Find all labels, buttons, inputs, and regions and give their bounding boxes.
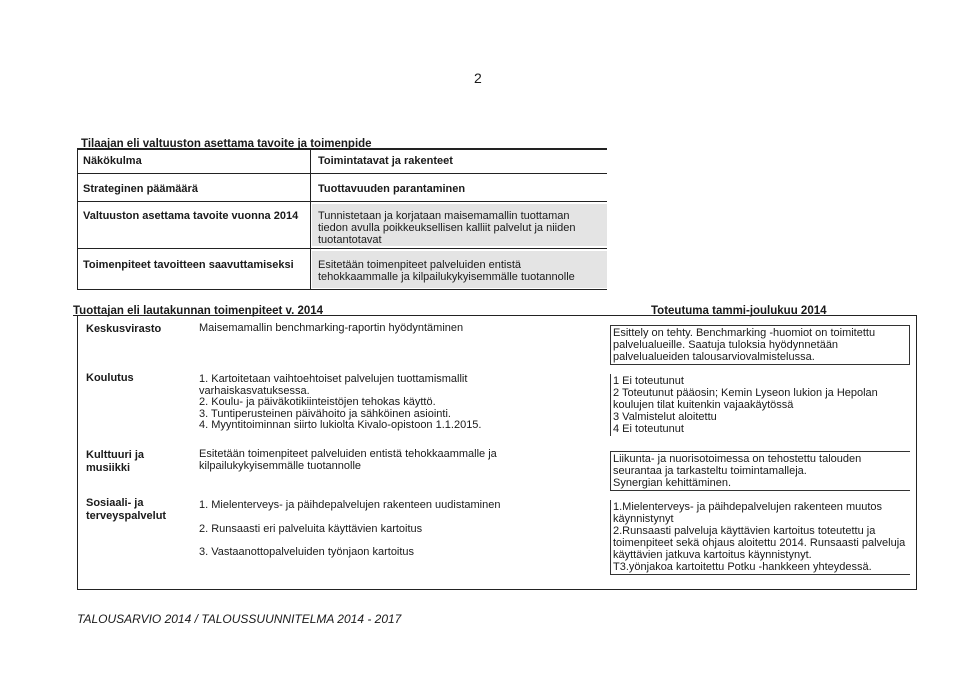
measures-table	[77, 315, 917, 590]
result-line: 4 Ei toteutunut	[613, 423, 684, 435]
goal-row-label: Strateginen päämäärä	[83, 183, 198, 195]
result-line: 2 Toteutunut pääosin; Kemin Lyseon lukion ja Hepolan	[613, 387, 878, 399]
result-line: käyttävien jatkuva kartoitus käynnistynyt.	[613, 549, 812, 561]
result-line: palvelualueiden talousarviovalmistelussa.	[613, 351, 815, 363]
goal-row-measures	[78, 248, 607, 290]
action-line: 3. Tuntiperusteinen päivähoito ja sähköinen asiointi.	[199, 407, 451, 420]
goal-row-value: Toimintatavat ja rakenteet	[318, 155, 453, 167]
action-line: 2. Koulu- ja päiväkotikiinteistöjen tehokas käyttö.	[199, 396, 436, 408]
board-measures-heading: Tuottajan eli lautakunnan toimenpiteet v. 2014	[73, 305, 324, 317]
action-line: kilpailukykyisemmälle tuotannolle	[199, 459, 362, 472]
result-line: käynnistynyt	[613, 513, 674, 525]
goal-row-label: Valtuuston asettama tavoite vuonna 2014	[83, 210, 299, 222]
result-line: palvelualueille. Saatuja tuloksia hyödynnetään	[613, 339, 839, 351]
row-category	[86, 497, 176, 523]
row-actions	[199, 323, 499, 335]
row-category	[86, 449, 166, 475]
row-category: Koulutus	[86, 372, 134, 384]
action-line: Esitetään toimenpiteet palveluiden entistä tehokkaammalle ja	[199, 448, 497, 460]
result-box	[610, 325, 910, 365]
goal-row-perspective	[78, 149, 607, 173]
result-line: 1.Mielenterveys- ja päihdepalvelujen rakenteen muutos	[613, 501, 883, 513]
action-line: 1. Mielenterveys- ja päihdepalvelujen rakenteen uudistaminen	[199, 499, 501, 511]
table-row	[78, 492, 916, 589]
result-line: Liikunta- ja nuorisotoimessa on tehostettu talouden	[613, 453, 862, 465]
goal-row-value: Tuottavuuden parantaminen	[318, 183, 466, 195]
result-line: Synergian kehittäminen.	[613, 477, 732, 489]
goal-table	[77, 148, 607, 290]
row-category: Keskusvirasto	[86, 323, 162, 335]
result-line: Esittely on tehty. Benchmarking -huomiot on toimitettu	[613, 327, 876, 339]
client-goal-heading: Tilaajan eli valtuuston asettama tavoite ja toimenpide	[81, 138, 372, 150]
goal-row-council-target	[78, 201, 607, 248]
result-line: seurantaa ja tarkasteltu toimintamalleja.	[613, 465, 807, 477]
goal-row-value: Esitetään toimenpiteet palveluiden entistä tehokkaammalle ja kilpailukykyisemmälle tuotannolle	[318, 259, 575, 283]
goal-row-value: Tunnistetaan ja korjataan maisemamallin tuottaman tiedon avulla poikkeuksellisen kalliit palvelut ja niiden tuotantotavat	[318, 210, 576, 246]
row-results	[610, 500, 910, 575]
result-box	[610, 500, 910, 575]
result-line: T3.yönjakoa kartoitettu Potku -hankkeen yhteydessä.	[613, 561, 872, 573]
goal-row-label: Toimenpiteet tavoitteen saavuttamiseksi	[83, 259, 294, 271]
row-results	[610, 374, 910, 436]
result-line: 3 Valmistelut aloitettu	[613, 411, 717, 423]
page-number: 2	[474, 70, 482, 86]
goal-row-label: Näkökulma	[83, 155, 142, 167]
realization-heading: Toteutuma tammi-joulukuu 2014	[651, 305, 827, 317]
action-line: Maisemamallin benchmarking-raportin hyödyntäminen	[199, 322, 464, 334]
row-actions	[199, 500, 529, 559]
result-box	[610, 374, 910, 436]
result-line: 1 Ei toteutunut	[613, 375, 684, 387]
action-line: 1. Kartoitetaan vaihtoehtoiset palvelujen tuottamismallit varhaiskasvatuksessa.	[199, 373, 468, 397]
category-text: Sosiaali- ja terveyspalvelut	[86, 497, 167, 522]
result-line: 2.Runsaasti palveluja käyttävien kartoitus toteutettu ja	[613, 525, 876, 537]
goal-row-strategic-aim	[78, 173, 607, 201]
table-row	[78, 446, 916, 492]
row-actions	[199, 449, 529, 472]
result-line: koulujen tilat kuitenkin vajaakäytössä	[613, 399, 794, 411]
table-row	[78, 316, 916, 366]
result-line: toimenpiteet sekä ohjaus aloitettu 2014. Runsaasti palveluja	[613, 537, 906, 549]
result-box	[610, 451, 910, 491]
action-line: 4. Myyntitoiminnan siirto lukiolta Kivalo-opistoon 1.1.2015.	[199, 419, 482, 431]
category-text: Kulttuuri ja musiikki	[86, 449, 145, 474]
action-line: 2. Runsaasti eri palveluita käyttävien kartoitus	[199, 522, 423, 535]
page-footer: TALOUSARVIO 2014 / TALOUSSUUNNITELMA 2014 - 2017	[77, 612, 402, 626]
action-line: 3. Vastaanottopalveluiden työnjaon kartoitus	[199, 546, 415, 558]
row-actions	[199, 374, 529, 432]
row-results	[610, 325, 910, 365]
table-row	[78, 366, 916, 446]
row-results	[610, 451, 910, 491]
